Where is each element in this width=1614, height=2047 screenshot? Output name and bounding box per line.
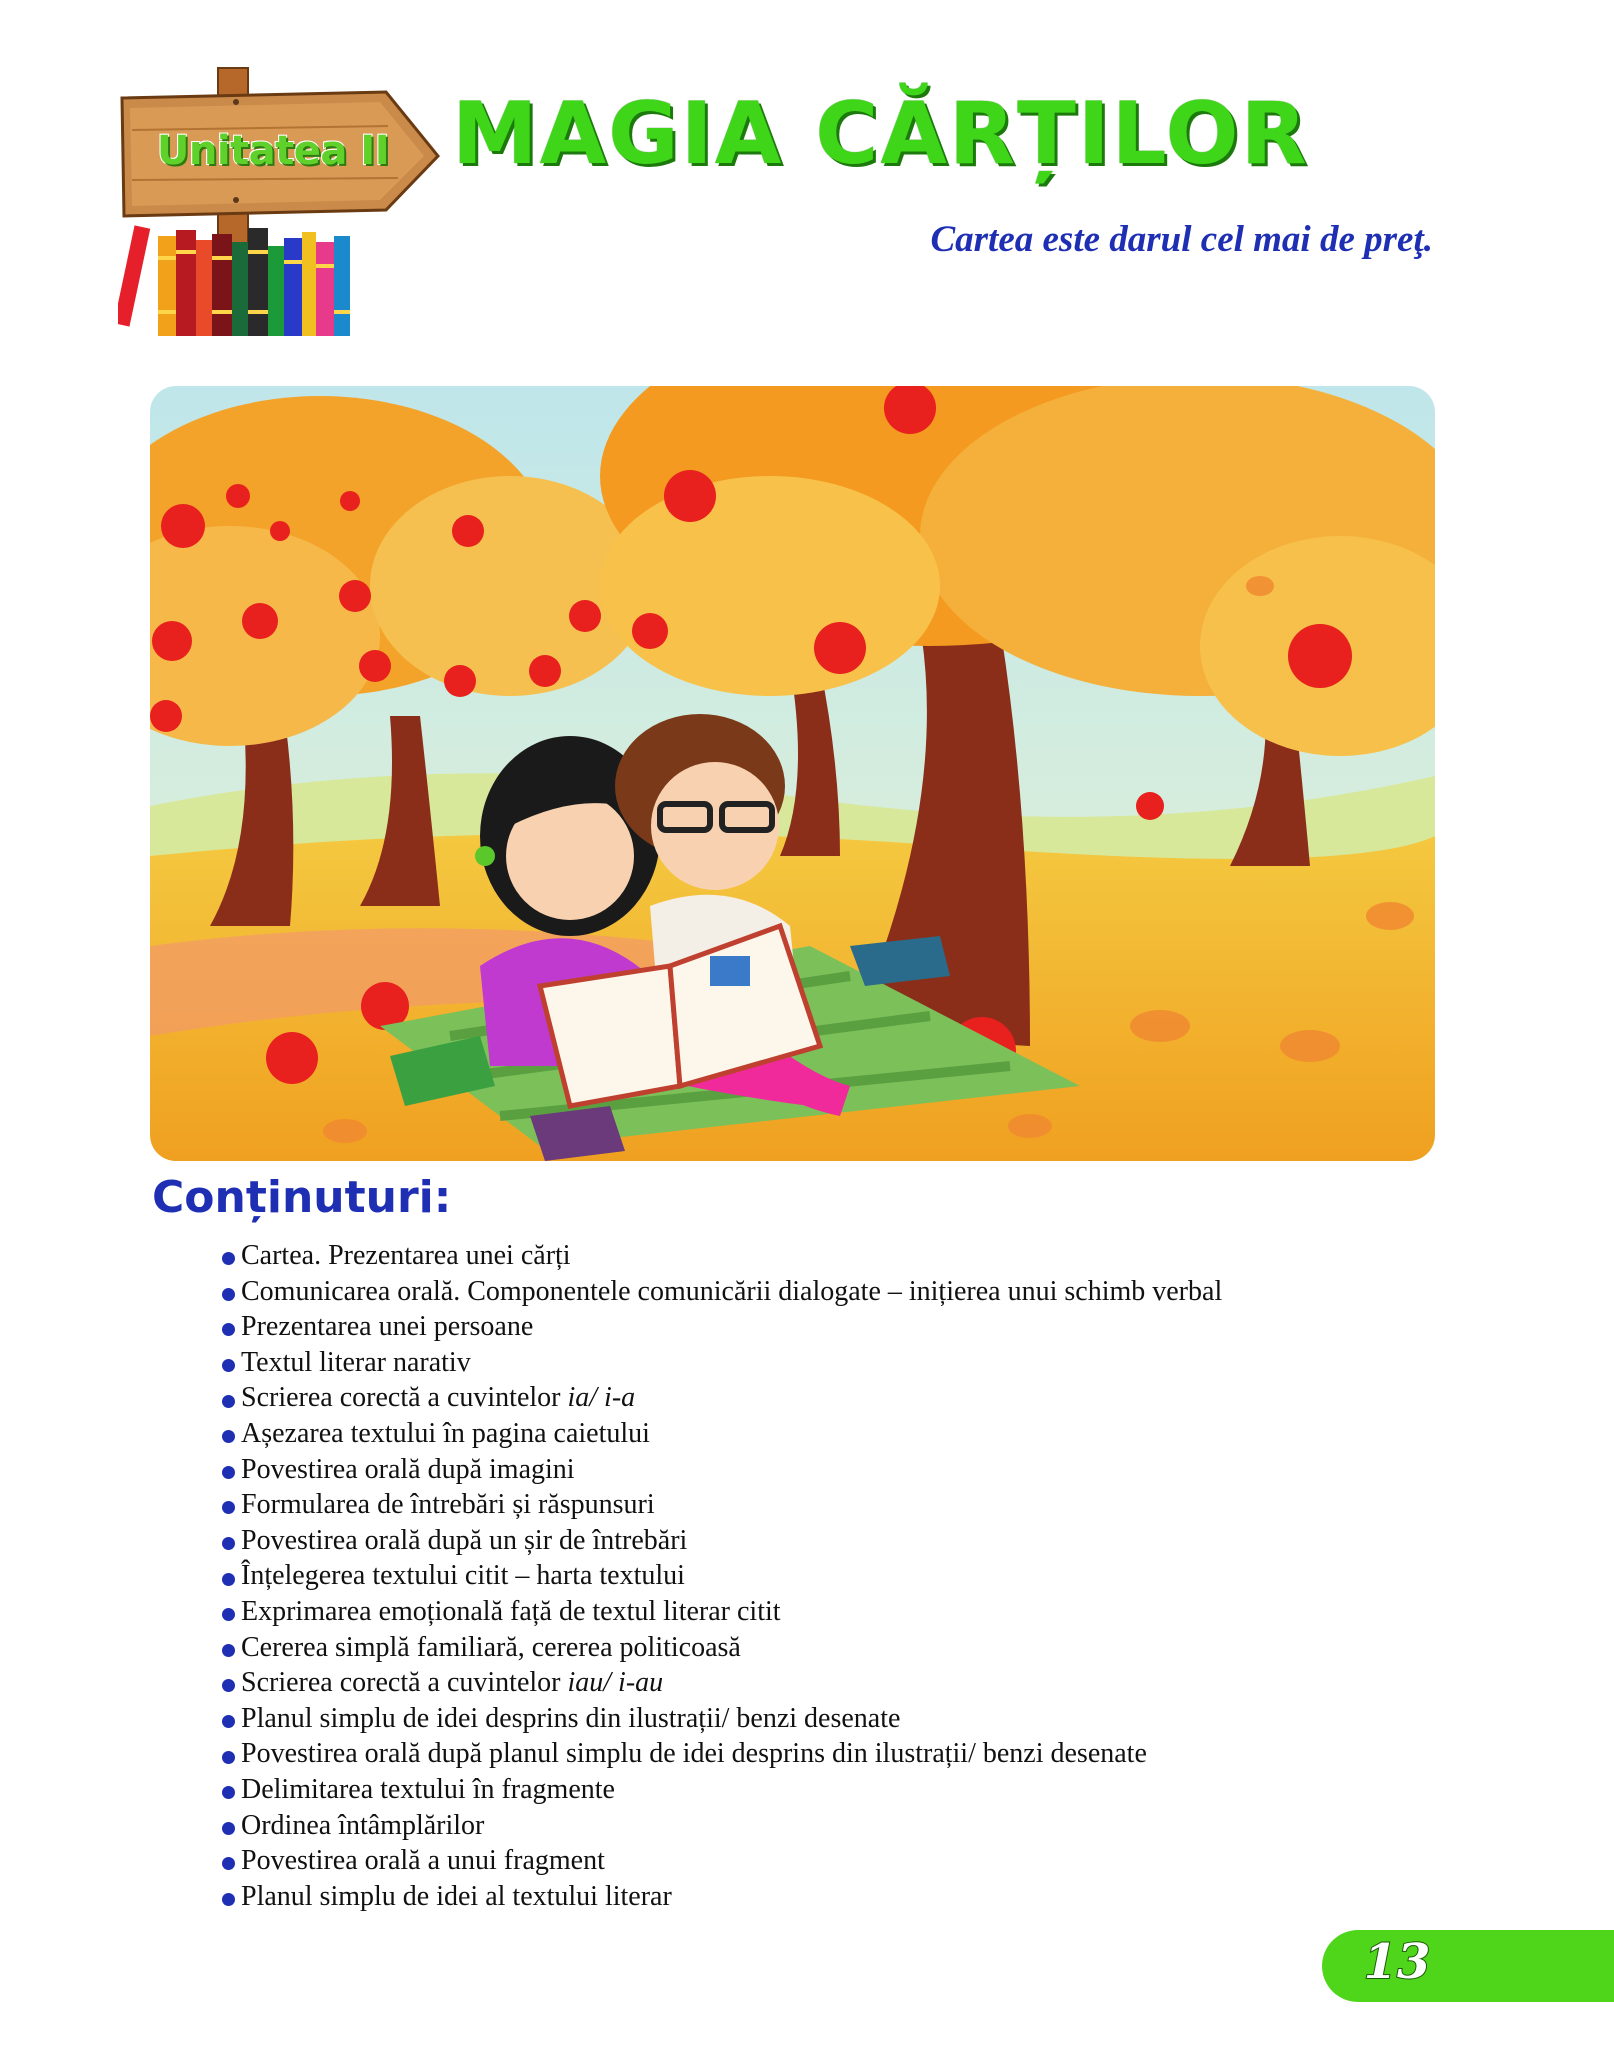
list-item <box>222 1594 1222 1630</box>
list-item <box>222 1630 1222 1666</box>
list-item-text: Delimitarea textului în fragmente <box>241 1773 615 1805</box>
bullet-icon <box>222 1786 235 1799</box>
bullet-icon <box>222 1359 235 1372</box>
bullet-icon <box>222 1252 235 1265</box>
list-item-text: Cartea. Prezentarea unei cărți <box>241 1240 571 1271</box>
contents-heading: Conținuturi: <box>152 1172 452 1223</box>
bullet-icon <box>222 1501 235 1514</box>
list-item-italic: iau/ i-au <box>567 1667 664 1699</box>
list-item-text: Scrierea corectă a cuvintelor <box>241 1667 568 1699</box>
page-number: 13 <box>1363 1934 1431 1990</box>
list-item <box>222 1309 1222 1345</box>
list-item-text: Înțelegerea textului citit – harta textului <box>241 1560 685 1592</box>
bullet-icon <box>222 1466 235 1479</box>
bullet-icon <box>222 1679 235 1692</box>
list-item <box>222 1274 1222 1310</box>
list-item <box>222 1879 1222 1915</box>
list-item <box>222 1665 1222 1701</box>
list-item <box>222 1452 1222 1488</box>
list-item <box>222 1416 1222 1452</box>
bullet-icon <box>222 1608 235 1621</box>
list-item-text: Comunicarea orală. Componentele comunicării dialogate – inițierea unui schimb verbal <box>241 1275 1223 1307</box>
bullet-icon <box>222 1857 235 1870</box>
bullet-icon <box>222 1288 235 1301</box>
bullet-icon <box>222 1715 235 1728</box>
list-item-text: Exprimarea emoțională față de textul literar citit <box>241 1595 781 1627</box>
list-item <box>222 1843 1222 1879</box>
bullet-icon <box>222 1323 235 1336</box>
list-item <box>222 1238 1222 1274</box>
list-item-text: Povestirea orală a unui fragment <box>241 1845 605 1877</box>
list-item-text: Povestirea orală după un șir de întrebări <box>241 1524 688 1556</box>
list-item-text: Textul literar narativ <box>241 1346 471 1378</box>
list-item-text: Așezarea textului în pagina caietului <box>241 1417 650 1449</box>
bullet-icon <box>222 1822 235 1835</box>
list-item-text: Formularea de întrebări și răspunsuri <box>241 1489 655 1521</box>
unit-label: Unitatea II <box>156 128 390 174</box>
signpost-books-icon <box>118 60 448 340</box>
list-item-text: Povestirea orală după planul simplu de idei desprins din ilustrații/ benzi desenate <box>241 1738 1147 1770</box>
list-item-text: Scrierea corectă a cuvintelor <box>241 1382 568 1414</box>
chapter-title: MAGIA CĂRȚILOR <box>452 84 1309 184</box>
list-item-text: Cererea simplă familiară, cererea politicoasă <box>241 1631 741 1663</box>
list-item <box>222 1558 1222 1594</box>
list-item-text: Ordinea întâmplărilor <box>241 1809 485 1841</box>
list-item <box>222 1523 1222 1559</box>
list-item <box>222 1808 1222 1844</box>
bullet-icon <box>222 1573 235 1586</box>
bullet-icon <box>222 1751 235 1764</box>
unit-signpost <box>118 60 448 340</box>
bullet-icon <box>222 1537 235 1550</box>
bullet-icon <box>222 1430 235 1443</box>
chapter-motto: Cartea este darul cel mai de preţ. <box>930 219 1433 260</box>
children-reading-under-apple-trees-illustration <box>150 386 1435 1161</box>
list-item <box>222 1487 1222 1523</box>
bullet-icon <box>222 1644 235 1657</box>
list-item <box>222 1701 1222 1737</box>
list-item-text: Prezentarea unei persoane <box>241 1311 534 1343</box>
contents-list <box>222 1238 1222 1914</box>
list-item-italic: ia/ i-a <box>567 1382 636 1414</box>
list-item <box>222 1772 1222 1808</box>
list-item <box>222 1736 1222 1772</box>
list-item-text: Povestirea orală după imagini <box>241 1453 575 1485</box>
list-item-text: Planul simplu de idei desprins din ilustrații/ benzi desenate <box>241 1702 901 1734</box>
page-number-tab <box>1322 1930 1614 2002</box>
list-item <box>222 1380 1222 1416</box>
list-item-text: Planul simplu de idei al textului literar <box>241 1880 672 1912</box>
list-item <box>222 1345 1222 1381</box>
illustration <box>150 386 1435 1161</box>
bullet-icon <box>222 1893 235 1906</box>
bullet-icon <box>222 1395 235 1408</box>
